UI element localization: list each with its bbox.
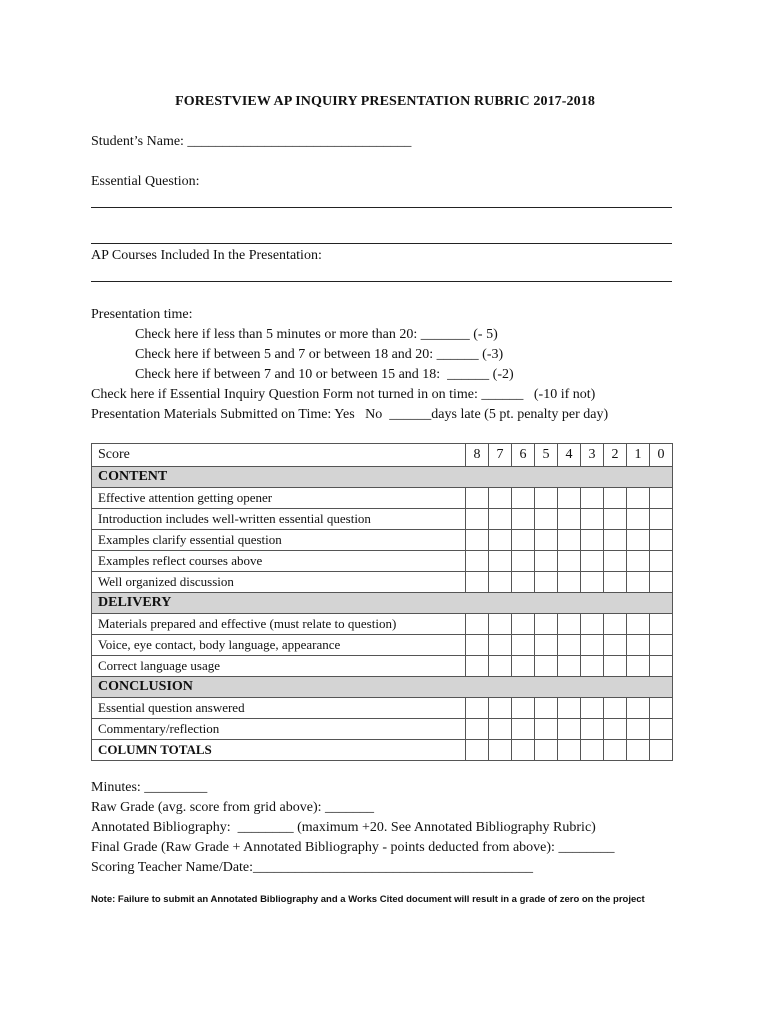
score-cell[interactable] (650, 551, 673, 572)
raw-grade-field: Raw Grade (avg. score from grid above): _______ (91, 800, 375, 815)
score-cell[interactable] (604, 635, 627, 656)
score-cell[interactable] (604, 488, 627, 509)
criterion-label: Examples clarify essential question (92, 530, 466, 551)
rubric-criterion-row (92, 719, 673, 740)
score-cell[interactable] (512, 551, 535, 572)
section-heading: DELIVERY (92, 593, 673, 614)
rubric-section-row (92, 677, 673, 698)
score-cell[interactable] (466, 509, 489, 530)
score-cell[interactable] (558, 488, 581, 509)
score-cell[interactable] (627, 551, 650, 572)
score-cell[interactable] (466, 614, 489, 635)
rubric-criterion-row (92, 572, 673, 593)
criterion-label: Well organized discussion (92, 572, 466, 593)
score-cell[interactable] (650, 635, 673, 656)
score-cell[interactable] (604, 551, 627, 572)
score-cell[interactable] (489, 656, 512, 677)
score-column-header: 4 (558, 444, 581, 467)
rubric-criterion-row (92, 614, 673, 635)
score-cell[interactable] (627, 572, 650, 593)
ap-courses-label: AP Courses Included In the Presentation: (91, 248, 322, 263)
score-cell[interactable] (650, 719, 673, 740)
score-cell[interactable] (604, 614, 627, 635)
score-cell[interactable] (466, 719, 489, 740)
minutes-field: Minutes: _________ (91, 780, 208, 795)
rubric-criterion-row (92, 530, 673, 551)
materials-line: Presentation Materials Submitted on Time: Yes No ______days late (5 pt. penalty per day) (91, 407, 609, 422)
rubric-criterion-row (92, 656, 673, 677)
score-cell[interactable] (535, 530, 558, 551)
score-cell[interactable] (558, 509, 581, 530)
score-cell[interactable] (489, 572, 512, 593)
score-cell[interactable] (535, 698, 558, 719)
score-cell[interactable] (604, 656, 627, 677)
score-cell[interactable] (489, 530, 512, 551)
criterion-label: Introduction includes well-written essential question (92, 509, 466, 530)
score-cell[interactable] (650, 656, 673, 677)
score-cell[interactable] (627, 614, 650, 635)
score-cell[interactable] (604, 719, 627, 740)
essential-question-label: Essential Question: (91, 174, 200, 189)
score-cell[interactable] (535, 635, 558, 656)
score-cell[interactable] (466, 551, 489, 572)
criterion-label: Essential question answered (92, 698, 466, 719)
score-cell[interactable] (512, 719, 535, 740)
footnote: Note: Failure to submit an Annotated Bibliography and a Works Cited document will result in a grade of zero on the project (91, 894, 645, 905)
score-cell[interactable] (489, 719, 512, 740)
score-cell[interactable] (489, 551, 512, 572)
score-cell[interactable] (604, 509, 627, 530)
score-column-header: 2 (604, 444, 627, 467)
score-cell[interactable] (489, 698, 512, 719)
score-column-header: 7 (489, 444, 512, 467)
rubric-header-row (92, 444, 673, 467)
score-cell[interactable] (627, 530, 650, 551)
total-cell[interactable] (627, 740, 650, 761)
rubric-criterion-row (92, 509, 673, 530)
score-cell[interactable] (558, 614, 581, 635)
column-totals-row (92, 740, 673, 761)
total-cell[interactable] (604, 740, 627, 761)
score-cell[interactable] (512, 488, 535, 509)
score-cell[interactable] (604, 530, 627, 551)
score-cell[interactable] (581, 614, 604, 635)
presentation-time-label: Presentation time: (91, 307, 193, 322)
score-cell[interactable] (512, 614, 535, 635)
score-cell[interactable] (604, 698, 627, 719)
score-cell[interactable] (512, 572, 535, 593)
score-cell[interactable] (558, 551, 581, 572)
score-cell[interactable] (535, 719, 558, 740)
criterion-label: Voice, eye contact, body language, appearance (92, 635, 466, 656)
total-cell[interactable] (558, 740, 581, 761)
score-cell[interactable] (558, 530, 581, 551)
total-cell[interactable] (535, 740, 558, 761)
criterion-label: Effective attention getting opener (92, 488, 466, 509)
annotated-bibliography-field: Annotated Bibliography: ________ (maximum +20. See Annotated Bibliography Rubric) (91, 820, 596, 835)
score-cell[interactable] (489, 614, 512, 635)
score-cell[interactable] (627, 719, 650, 740)
rubric-criterion-row (92, 635, 673, 656)
ap-courses-line (91, 281, 672, 282)
score-cell[interactable] (512, 530, 535, 551)
score-cell[interactable] (512, 509, 535, 530)
score-cell[interactable] (650, 530, 673, 551)
score-cell[interactable] (627, 656, 650, 677)
score-cell[interactable] (650, 488, 673, 509)
score-cell[interactable] (466, 572, 489, 593)
scoring-teacher-field: Scoring Teacher Name/Date:________________________________________ (91, 860, 534, 875)
time-check-2: Check here if between 5 and 7 or between 18 and 20: ______ (-3) (135, 347, 504, 362)
score-cell[interactable] (535, 488, 558, 509)
score-cell[interactable] (489, 509, 512, 530)
score-column-header: 0 (650, 444, 673, 467)
score-cell[interactable] (581, 698, 604, 719)
criterion-label: Commentary/reflection (92, 719, 466, 740)
score-cell[interactable] (650, 614, 673, 635)
score-column-header: 8 (466, 444, 489, 467)
score-cell[interactable] (627, 509, 650, 530)
score-cell[interactable] (512, 635, 535, 656)
score-cell[interactable] (650, 698, 673, 719)
score-cell[interactable] (512, 656, 535, 677)
essential-question-line-2 (91, 243, 672, 244)
score-column-header: 6 (512, 444, 535, 467)
time-check-3: Check here if between 7 and 10 or between 15 and 18: ______ (-2) (135, 367, 514, 382)
score-cell[interactable] (466, 698, 489, 719)
rubric-criterion-row (92, 698, 673, 719)
score-cell[interactable] (558, 656, 581, 677)
score-cell[interactable] (558, 719, 581, 740)
time-check-1: Check here if less than 5 minutes or more than 20: _______ (- 5) (135, 327, 498, 342)
form-check-line: Check here if Essential Inquiry Question Form not turned in on time: ______ (-10 if not) (91, 387, 596, 402)
score-cell[interactable] (535, 614, 558, 635)
rubric-table (91, 443, 673, 761)
score-cell[interactable] (581, 509, 604, 530)
total-cell[interactable] (650, 740, 673, 761)
score-column-header: 5 (535, 444, 558, 467)
total-cell[interactable] (512, 740, 535, 761)
column-totals-label: COLUMN TOTALS (92, 740, 466, 761)
section-heading: CONTENT (92, 467, 673, 488)
score-cell[interactable] (581, 656, 604, 677)
criterion-label: Correct language usage (92, 656, 466, 677)
score-cell[interactable] (581, 551, 604, 572)
score-cell[interactable] (558, 698, 581, 719)
rubric-section-row (92, 467, 673, 488)
total-cell[interactable] (489, 740, 512, 761)
score-cell[interactable] (535, 572, 558, 593)
rubric-criterion-row (92, 551, 673, 572)
criterion-label: Examples reflect courses above (92, 551, 466, 572)
score-column-header: 1 (627, 444, 650, 467)
score-cell[interactable] (558, 635, 581, 656)
criterion-label: Materials prepared and effective (must relate to question) (92, 614, 466, 635)
score-cell[interactable] (627, 635, 650, 656)
score-cell[interactable] (466, 488, 489, 509)
score-cell[interactable] (535, 509, 558, 530)
score-cell[interactable] (581, 572, 604, 593)
section-heading: CONCLUSION (92, 677, 673, 698)
score-cell[interactable] (466, 530, 489, 551)
score-cell[interactable] (466, 656, 489, 677)
score-column-header: 3 (581, 444, 604, 467)
score-cell[interactable] (604, 572, 627, 593)
score-cell[interactable] (581, 635, 604, 656)
score-cell[interactable] (650, 509, 673, 530)
page-title: FORESTVIEW AP INQUIRY PRESENTATION RUBRIC 2017-2018 (175, 94, 595, 109)
student-name-field: Student’s Name: ________________________________ (91, 134, 412, 149)
score-cell[interactable] (627, 698, 650, 719)
final-grade-field: Final Grade (Raw Grade + Annotated Bibliography - points deducted from above): ________ (91, 840, 615, 855)
score-cell[interactable] (627, 488, 650, 509)
score-cell[interactable] (581, 719, 604, 740)
total-cell[interactable] (466, 740, 489, 761)
score-cell[interactable] (535, 656, 558, 677)
score-cell[interactable] (650, 572, 673, 593)
score-cell[interactable] (581, 488, 604, 509)
score-cell[interactable] (466, 635, 489, 656)
score-cell[interactable] (535, 551, 558, 572)
score-cell[interactable] (581, 530, 604, 551)
score-cell[interactable] (512, 698, 535, 719)
score-header: Score (92, 444, 466, 467)
essential-question-line-1 (91, 207, 672, 208)
score-cell[interactable] (558, 572, 581, 593)
score-cell[interactable] (489, 488, 512, 509)
rubric-section-row (92, 593, 673, 614)
score-cell[interactable] (489, 635, 512, 656)
total-cell[interactable] (581, 740, 604, 761)
rubric-criterion-row (92, 488, 673, 509)
